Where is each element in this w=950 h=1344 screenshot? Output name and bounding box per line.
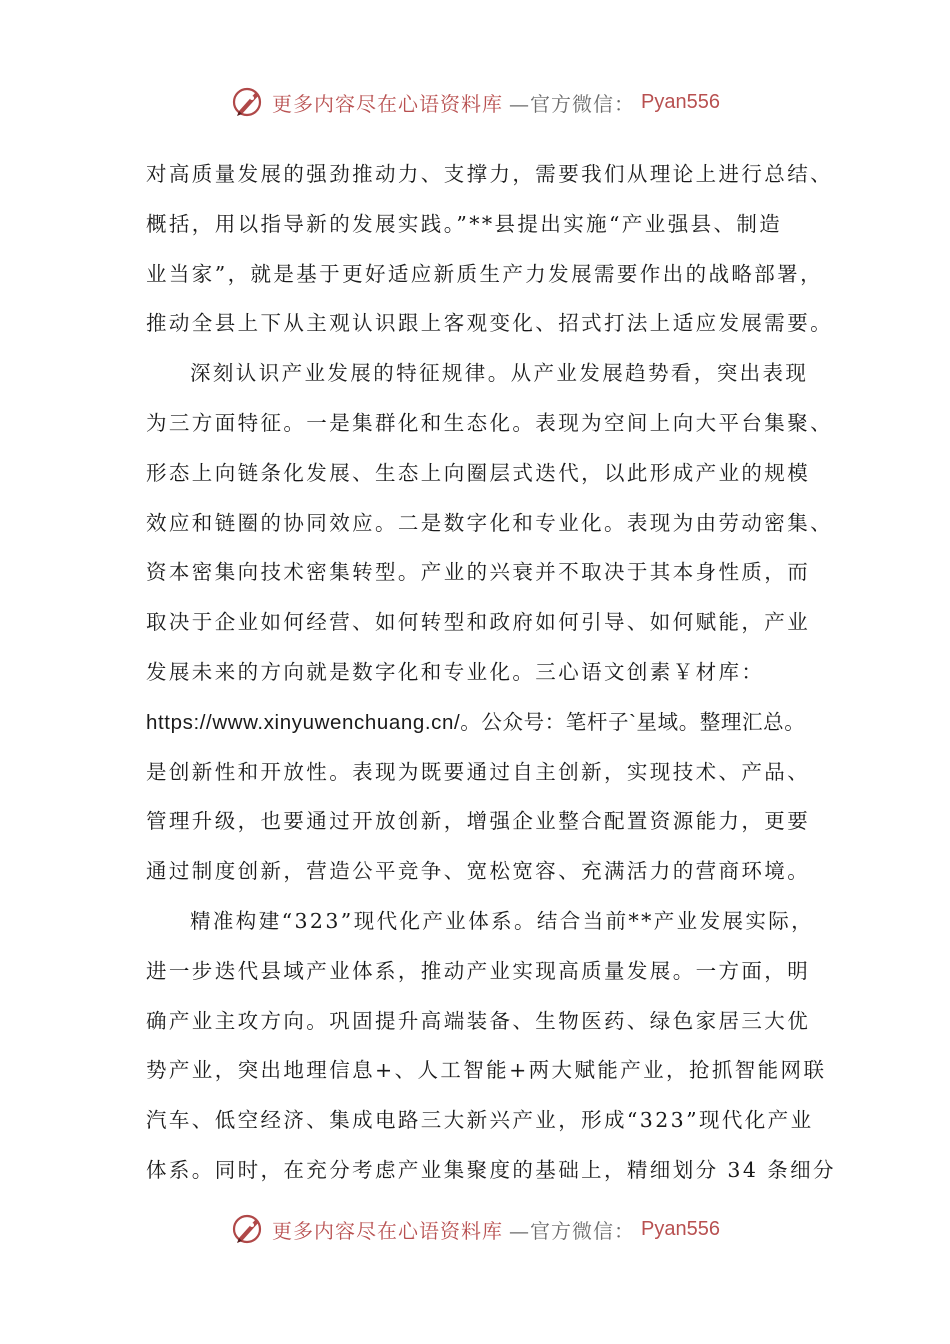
url-text-line: https://www.xinyuwenchuang.cn/。公众号：笔杆子`星域。整理汇总。 bbox=[146, 710, 806, 734]
text-line: 取决于企业如何经营、如何转型和政府如何引导、如何赋能，产业 bbox=[146, 610, 811, 635]
text-line: 发展未来的方向就是数字化和专业化。三心语文创素￥材库： bbox=[146, 659, 765, 684]
text-line: 是创新性和开放性。表现为既要通过自主创新，实现技术、产品、 bbox=[146, 759, 811, 784]
text-line: 形态上向链条化发展、生态上向圈层式迭代，以此形成产业的规模 bbox=[146, 460, 811, 485]
text-line: 资本密集向技术密集转型。产业的兴衰并不取决于其本身性质，而 bbox=[146, 560, 811, 585]
pen-logo-icon bbox=[230, 84, 266, 120]
header-site-name: 更多内容尽在心语资料库 bbox=[272, 91, 504, 116]
footer-site-name: 更多内容尽在心语资料库 bbox=[272, 1218, 504, 1243]
text-line: 进一步迭代县域产业体系，推动产业实现高质量发展。一方面，明 bbox=[146, 958, 811, 983]
text-line: 体系。同时，在充分考虑产业集聚度的基础上，精细划分 34 条细分 bbox=[146, 1157, 836, 1182]
header-wechat-id: Pyan556 bbox=[641, 90, 720, 113]
document-body bbox=[146, 150, 836, 1196]
header-label: —官方微信： bbox=[509, 91, 636, 116]
text-line: 对高质量发展的强劲推动力、支撑力，需要我们从理论上进行总结、 bbox=[146, 162, 833, 186]
text-line: 推动全县上下从主观认识跟上客观变化、招式打法上适应发展需要。 bbox=[146, 311, 833, 336]
paragraph-heading-line: 深刻认识产业发展的特征规律。从产业发展趋势看，突出表现 bbox=[190, 361, 809, 386]
text-line: 汽车、低空经济、集成电路三大新兴产业，形成“323”现代化产业 bbox=[146, 1108, 814, 1133]
text-line: 势产业，突出地理信息+、人工智能+两大赋能产业，抢抓智能网联 bbox=[146, 1058, 827, 1083]
header-banner bbox=[0, 82, 950, 122]
text-line: 管理升级，也要通过开放创新，增强企业整合配置资源能力，更要 bbox=[146, 809, 811, 834]
text-line: 确产业主攻方向。巩固提升高端装备、生物医药、绿色家居三大优 bbox=[146, 1008, 811, 1033]
text-line: 业当家”，就是基于更好适应新质生产力发展需要作出的战略部署， bbox=[146, 261, 823, 286]
text-line: 效应和链圈的协同效应。二是数字化和专业化。表现为由劳动密集、 bbox=[146, 510, 833, 535]
paragraph-heading-line: 精准构建“323”现代化产业体系。结合当前**产业发展实际， bbox=[190, 908, 815, 933]
footer-wechat-id: Pyan556 bbox=[641, 1217, 720, 1240]
text-line: 概括，用以指导新的发展实践。”**县提出实施“产业强县、制造 bbox=[146, 211, 783, 236]
text-line: 通过制度创新，营造公平竞争、宽松宽容、充满活力的营商环境。 bbox=[146, 859, 811, 884]
footer-label: —官方微信： bbox=[509, 1218, 636, 1243]
text-line: 为三方面特征。一是集群化和生态化。表现为空间上向大平台集聚、 bbox=[146, 410, 833, 435]
footer-banner bbox=[0, 1209, 950, 1249]
pen-logo-icon bbox=[230, 1211, 266, 1247]
